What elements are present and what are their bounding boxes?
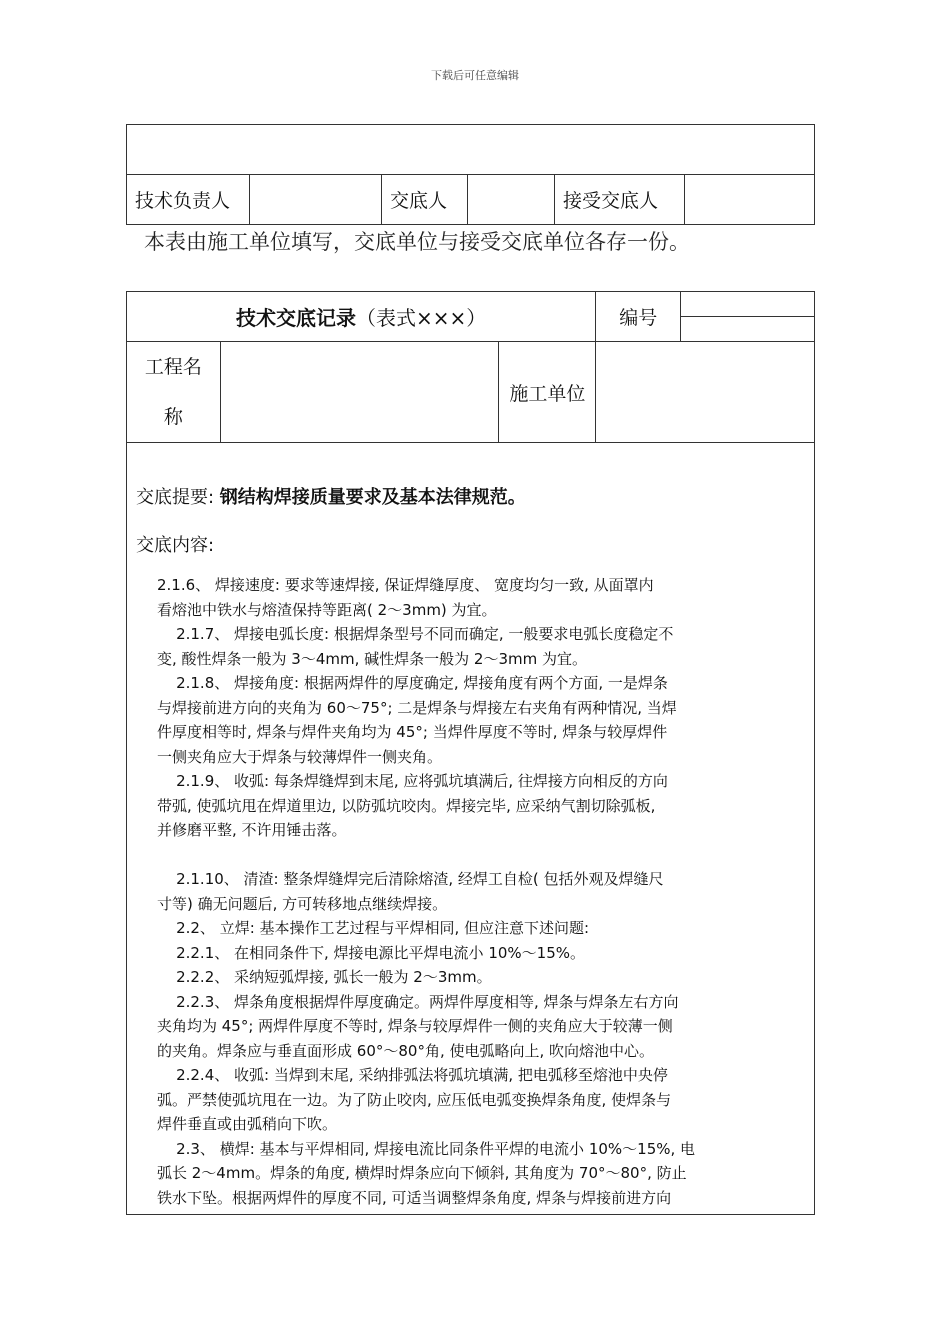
record-title-form-code: （表式×××） bbox=[356, 306, 487, 330]
technical-disclosure-record bbox=[126, 291, 815, 1215]
record-title bbox=[127, 292, 596, 342]
blank-row-cell bbox=[127, 125, 815, 175]
number-field-top[interactable] bbox=[681, 292, 814, 317]
content-line: 2.2.4、 收弧: 当焊到末尾, 采纳排弧法将弧坑填满, 把电弧移至熔池中央停 bbox=[157, 1066, 668, 1084]
number-field-bottom[interactable] bbox=[681, 317, 814, 341]
form-footnote: 本表由施工单位填写，交底单位与接受交底单位各存一份。 bbox=[144, 230, 690, 254]
content-line: 看熔池中铁水与熔渣保持等距离( 2～3mm) 为宜。 bbox=[157, 600, 497, 619]
discloser-label: 交底人 bbox=[382, 175, 468, 225]
disclosure-summary bbox=[136, 483, 814, 509]
construction-unit-field[interactable] bbox=[596, 342, 815, 443]
disclosure-body-text bbox=[157, 573, 757, 1214]
content-line: 件厚度相等时, 焊条与焊件夹角均为 45°; 当焊件厚度不等时, 焊条与较厚焊件 bbox=[157, 723, 668, 741]
project-name-label-line2: 称 bbox=[163, 406, 183, 428]
content-line: 一侧夹角应大于焊条与较薄焊件一侧夹角。 bbox=[157, 747, 443, 766]
tech-lead-signature-field[interactable] bbox=[250, 175, 382, 225]
number-field[interactable] bbox=[681, 292, 815, 342]
number-label: 编号 bbox=[596, 292, 681, 342]
project-name-label-line1: 工程名 bbox=[144, 356, 202, 378]
receiver-label: 接受交底人 bbox=[555, 175, 685, 225]
content-line: 变, 酸性焊条一般为 3～4mm, 碱性焊条一般为 2～3mm 为宜。 bbox=[157, 649, 587, 668]
content-line bbox=[157, 843, 757, 868]
content-line: 2.1.6、 焊接速度: 要求等速焊接, 保证焊缝厚度、 宽度均匀一致, 从面罩内 bbox=[157, 576, 654, 594]
content-line: 2.2.3、 焊条角度根据焊件厚度确定。两焊件厚度相等, 焊条与焊条左右方向 bbox=[157, 992, 679, 1011]
content-line: 寸等) 确无问题后, 方可转移地点继续焊接。 bbox=[157, 894, 448, 913]
signature-table bbox=[126, 124, 815, 225]
discloser-signature-field[interactable] bbox=[468, 175, 555, 225]
receiver-signature-field[interactable] bbox=[685, 175, 815, 225]
content-line: 2.2.2、 采纳短弧焊接, 弧长一般为 2～3mm。 bbox=[157, 968, 492, 986]
construction-unit-label: 施工单位 bbox=[499, 342, 596, 443]
summary-text: 钢结构焊接质量要求及基本法律规范。 bbox=[219, 487, 526, 508]
disclosure-content-cell bbox=[127, 443, 815, 1215]
summary-label: 交底提要: bbox=[136, 487, 220, 508]
content-line: 并修磨平整, 不许用锤击落。 bbox=[157, 821, 347, 839]
content-line: 夹角均为 45°; 两焊件厚度不等时, 焊条与较厚焊件一侧的夹角应大于较薄一侧 bbox=[157, 1017, 673, 1035]
page-header-note: 下载后可任意编辑 bbox=[431, 69, 519, 82]
content-line: 的夹角。焊条应与垂直面形成 60°～80°角, 使电弧略向上, 吹向熔池中心。 bbox=[157, 1041, 655, 1060]
content-line: 2.1.9、 收弧: 每条焊缝焊到末尾, 应将弧坑填满后, 往焊接方向相反的方向 bbox=[157, 772, 668, 790]
content-line: 弧。严禁使弧坑甩在一边。为了防止咬肉, 应压低电弧变换焊条角度, 使焊条与 bbox=[157, 1090, 672, 1109]
content-line: 2.1.10、 清渣: 整条焊缝焊完后清除熔渣, 经焊工自检( 包括外观及焊缝尺 bbox=[157, 870, 664, 888]
project-name-label bbox=[127, 342, 221, 443]
content-line: 铁水下坠。根据两焊件的厚度不同, 可适当调整焊条角度, 焊条与焊接前进方向 bbox=[157, 1188, 672, 1207]
project-name-field[interactable] bbox=[220, 342, 499, 443]
record-title-main: 技术交底记录 bbox=[236, 306, 357, 330]
content-line: 2.3、 横焊: 基本与平焊相同, 焊接电流比同条件平焊的电流小 10%～15%, 电 bbox=[157, 1139, 696, 1158]
content-line: 与焊接前进方向的夹角为 60～75°; 二是焊条与焊接左右夹角有两种情况, 当焊 bbox=[157, 698, 677, 717]
content-line: 2.2、 立焊: 基本操作工艺过程与平焊相同, 但应注意下述问题: bbox=[157, 919, 590, 937]
content-line: 弧长 2～4mm。焊条的角度, 横焊时焊条应向下倾斜, 其角度为 70°～80°, 防止 bbox=[157, 1164, 687, 1182]
content-label: 交底内容: bbox=[136, 535, 215, 556]
content-line: 2.1.8、 焊接角度: 根据两焊件的厚度确定, 焊接角度有两个方面, 一是焊条 bbox=[157, 674, 668, 692]
content-line: 2.1.7、 焊接电弧长度: 根据焊条型号不同而确定, 一般要求电弧长度稳定不 bbox=[157, 625, 674, 643]
content-line: 2.2.1、 在相同条件下, 焊接电源比平焊电流小 10%～15%。 bbox=[157, 943, 585, 962]
content-line: 焊件垂直或由弧稍向下吹。 bbox=[157, 1115, 338, 1133]
content-line: 带弧, 使弧坑甩在焊道里边, 以防弧坑咬肉。焊接完毕, 应采纳气割切除弧板, bbox=[157, 796, 656, 815]
tech-lead-label: 技术负责人 bbox=[127, 175, 250, 225]
